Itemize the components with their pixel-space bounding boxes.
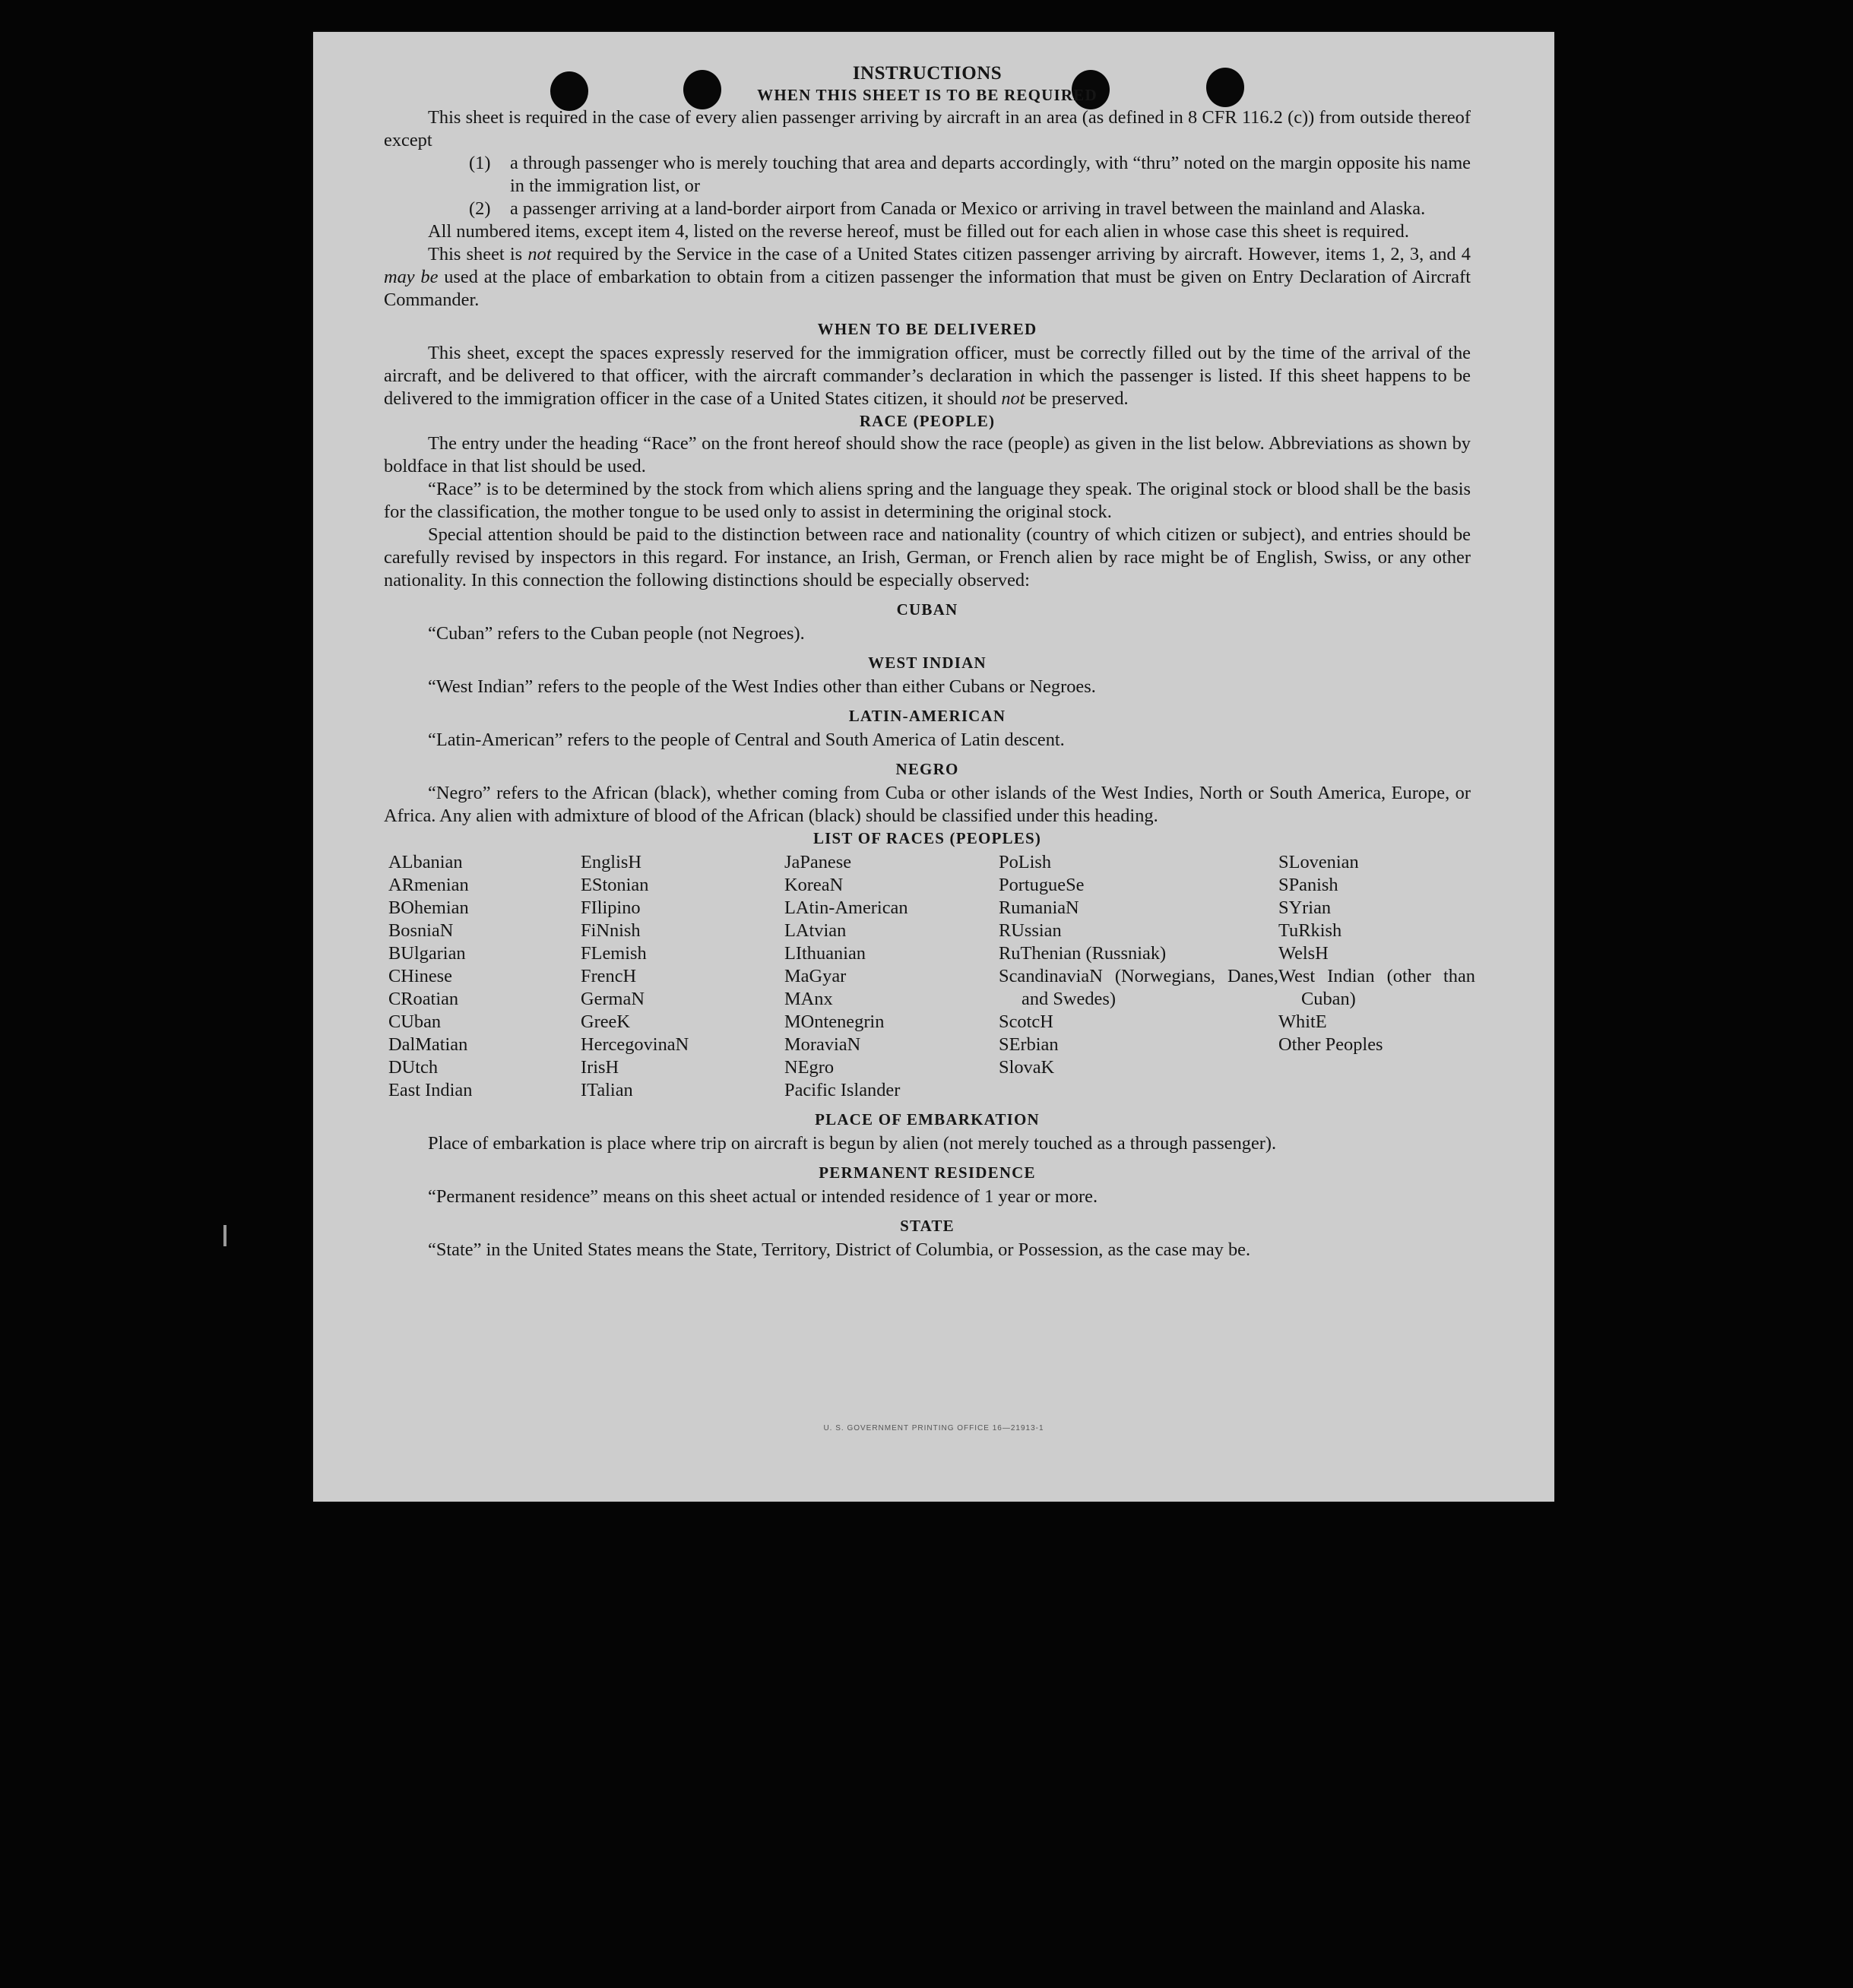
race-entry: ScandinaviaN (Norwegians, Danes, and Swedes): [999, 966, 1278, 1009]
race-entry: FiNnish: [581, 920, 641, 941]
race-entry: BOhemian: [388, 897, 469, 918]
race-entry: SlovaK: [999, 1057, 1055, 1078]
race-entry: WelsH: [1278, 943, 1329, 964]
race-entry: ARmenian: [388, 875, 469, 895]
race-entry: Pacific Islander: [784, 1080, 901, 1100]
paragraph-latin-american: “Latin-American” refers to the people of Central and South America of Latin descent.: [428, 730, 1065, 750]
heading-embarkation: PLACE OF EMBARKATION: [815, 1110, 1040, 1129]
race-entry: NEgro: [784, 1057, 835, 1078]
races-column: [999, 851, 1278, 1102]
paragraph-race-1: The entry under the heading “Race” on the front hereof should show the race (people) as given in the list below. Abbreviations as shown by boldface in that list should be used.: [384, 433, 1471, 476]
race-entry: CRoatian: [388, 989, 459, 1009]
race-entry: PortugueSe: [999, 875, 1085, 895]
race-entry: ScotcH: [999, 1011, 1053, 1032]
paragraph-race-2: “Race” is to be determined by the stock from which aliens spring and the language they speak. The original stock or blood shall be the basis for the classification, the mother tongue to be used only to assist in determining the original stock.: [384, 479, 1471, 522]
race-entry: Other Peoples: [1278, 1034, 1383, 1055]
race-entry: IrisH: [581, 1057, 619, 1078]
race-entry: CUban: [388, 1011, 442, 1032]
printing-office-footer: U. S. GOVERNMENT PRINTING OFFICE 16—21913-1: [823, 1424, 1044, 1432]
race-entry: FrencH: [581, 966, 637, 986]
exception-item: [469, 152, 1471, 198]
race-entry: EStonian: [581, 875, 649, 895]
race-entry: RUssian: [999, 920, 1062, 941]
races-list: [388, 851, 1475, 1102]
race-entry: MAnx: [784, 989, 833, 1009]
race-entry: ITalian: [581, 1080, 633, 1100]
text-emphasis: may be: [384, 267, 439, 287]
heading-when-required: WHEN THIS SHEET IS TO BE REQUIRED: [757, 86, 1098, 104]
races-column: [1278, 851, 1475, 1102]
race-entry: MoraviaN: [784, 1034, 861, 1055]
exception-text: a through passenger who is merely touching that area and departs accordingly, with “thru” noted on the margin opposite his name in the immigration list, or: [510, 153, 1471, 196]
instructions-content: [384, 62, 1475, 1261]
text-emphasis: not: [527, 244, 552, 264]
race-entry: TuRkish: [1278, 920, 1342, 941]
heading-cuban: CUBAN: [896, 600, 958, 619]
paragraph-west-indian: “West Indian” refers to the people of the West Indies other than either Cubans or Negroes.: [428, 676, 1096, 697]
race-entry: SYrian: [1278, 897, 1332, 918]
exception-item: [469, 198, 1471, 220]
race-entry: MOntenegrin: [784, 1011, 885, 1032]
race-entry: CHinese: [388, 966, 452, 986]
race-entry: LAtin-American: [784, 897, 908, 918]
paragraph-race-3: Special attention should be paid to the distinction between race and nationality (country of which citizen or subject), and entries should be carefully revised by inspectors in this regard. For instance, an Irish, German, or French alien by race might be of English, Swiss, or any other nationality. In this connection the following distinctions should be especially observed:: [384, 524, 1471, 590]
race-entry: LIthuanian: [784, 943, 866, 964]
race-entry: PoLish: [999, 852, 1052, 872]
race-entry: KoreaN: [784, 875, 844, 895]
race-entry: BUlgarian: [388, 943, 466, 964]
paragraph-cuban: “Cuban” refers to the Cuban people (not Negroes).: [428, 623, 805, 644]
race-entry: GreeK: [581, 1011, 631, 1032]
exception-text: a passenger arriving at a land-border airport from Canada or Mexico or arriving in travel between the mainland and Alaska.: [510, 198, 1426, 219]
paragraph-citizen: [384, 243, 1471, 312]
exception-number: (2): [469, 198, 491, 219]
heading-when-delivered: WHEN TO BE DELIVERED: [817, 320, 1037, 338]
race-entry: LAtvian: [784, 920, 847, 941]
race-entry: RumaniaN: [999, 897, 1079, 918]
paragraph-delivered: [384, 342, 1471, 410]
paragraph-intro: This sheet is required in the case of every alien passenger arriving by aircraft in an area (as defined in 8 CFR 116.2 (c)) from outside thereof except: [384, 107, 1471, 150]
scan-speck: [223, 1225, 226, 1246]
heading-residence: PERMANENT RESIDENCE: [819, 1163, 1036, 1182]
instruction-sheet: [313, 32, 1554, 1502]
paragraph-residence: “Permanent residence” means on this sheet actual or intended residence of 1 year or more.: [428, 1186, 1098, 1207]
race-entry: East Indian: [388, 1080, 473, 1100]
races-column: [581, 851, 784, 1102]
text-run: used at the place of embarkation to obtain from a citizen passenger the information that must be given on Entry Declaration of Aircraft Commander.: [384, 267, 1471, 310]
race-entry: RuThenian (Russniak): [999, 943, 1167, 964]
race-entry: GermaN: [581, 989, 645, 1009]
heading-latin-american: LATIN-AMERICAN: [848, 707, 1006, 725]
race-entry: SPanish: [1278, 875, 1338, 895]
heading-list-of-races: LIST OF RACES (PEOPLES): [812, 829, 1042, 847]
heading-negro: NEGRO: [895, 760, 959, 778]
exception-number: (1): [469, 153, 491, 173]
paragraph-numbered-items: All numbered items, except item 4, listed on the reverse hereof, must be filled out for each alien in whose case this sheet is required.: [428, 221, 1409, 242]
race-entry: DUtch: [388, 1057, 439, 1078]
race-entry: West Indian (other than Cuban): [1278, 966, 1475, 1009]
race-entry: DalMatian: [388, 1034, 468, 1055]
paragraph-negro: “Negro” refers to the African (black), whether coming from Cuba or other islands of the West Indies, North or South America, Europe, or Africa. Any alien with admixture of blood of the African (black) should be classified under this heading.: [384, 783, 1471, 826]
race-entry: SLovenian: [1278, 852, 1359, 872]
race-entry: JaPanese: [784, 852, 852, 872]
heading-state: STATE: [900, 1217, 955, 1235]
race-entry: WhitE: [1278, 1011, 1327, 1032]
paragraph-embarkation: Place of embarkation is place where trip on aircraft is begun by alien (not merely touched as a through passenger).: [428, 1133, 1277, 1154]
races-column: [388, 851, 581, 1102]
race-entry: FIlipino: [581, 897, 641, 918]
race-entry: EnglisH: [581, 852, 641, 872]
race-entry: ALbanian: [388, 852, 463, 872]
text-emphasis: not: [1001, 388, 1025, 409]
race-entry: HercegovinaN: [581, 1034, 689, 1055]
races-column: [784, 851, 999, 1102]
race-entry: FLemish: [581, 943, 647, 964]
text-run: required by the Service in the case of a United States citizen passenger arriving by aircraft. However, items 1, 2, 3, and 4: [551, 244, 1471, 264]
race-entry: SErbian: [999, 1034, 1059, 1055]
page-title: INSTRUCTIONS: [852, 63, 1003, 84]
text-run: This sheet is: [428, 244, 528, 264]
race-entry: BosniaN: [388, 920, 454, 941]
race-entry: MaGyar: [784, 966, 847, 986]
text-run: This sheet, except the spaces expressly reserved for the immigration officer, must be correctly filled out by the time of the arrival of the aircraft, and be delivered to that officer, with the aircraft commander’s declaration in which the passenger is listed. If this sheet happens to be delivered to the immigration officer in the case of a United States citizen, it should: [384, 343, 1471, 409]
paragraph-state: “State” in the United States means the State, Territory, District of Columbia, or Possession, as the case may be.: [428, 1239, 1251, 1260]
heading-west-indian: WEST INDIAN: [868, 654, 987, 672]
text-run: be preserved.: [1025, 388, 1129, 409]
heading-race: RACE (PEOPLE): [859, 412, 996, 430]
